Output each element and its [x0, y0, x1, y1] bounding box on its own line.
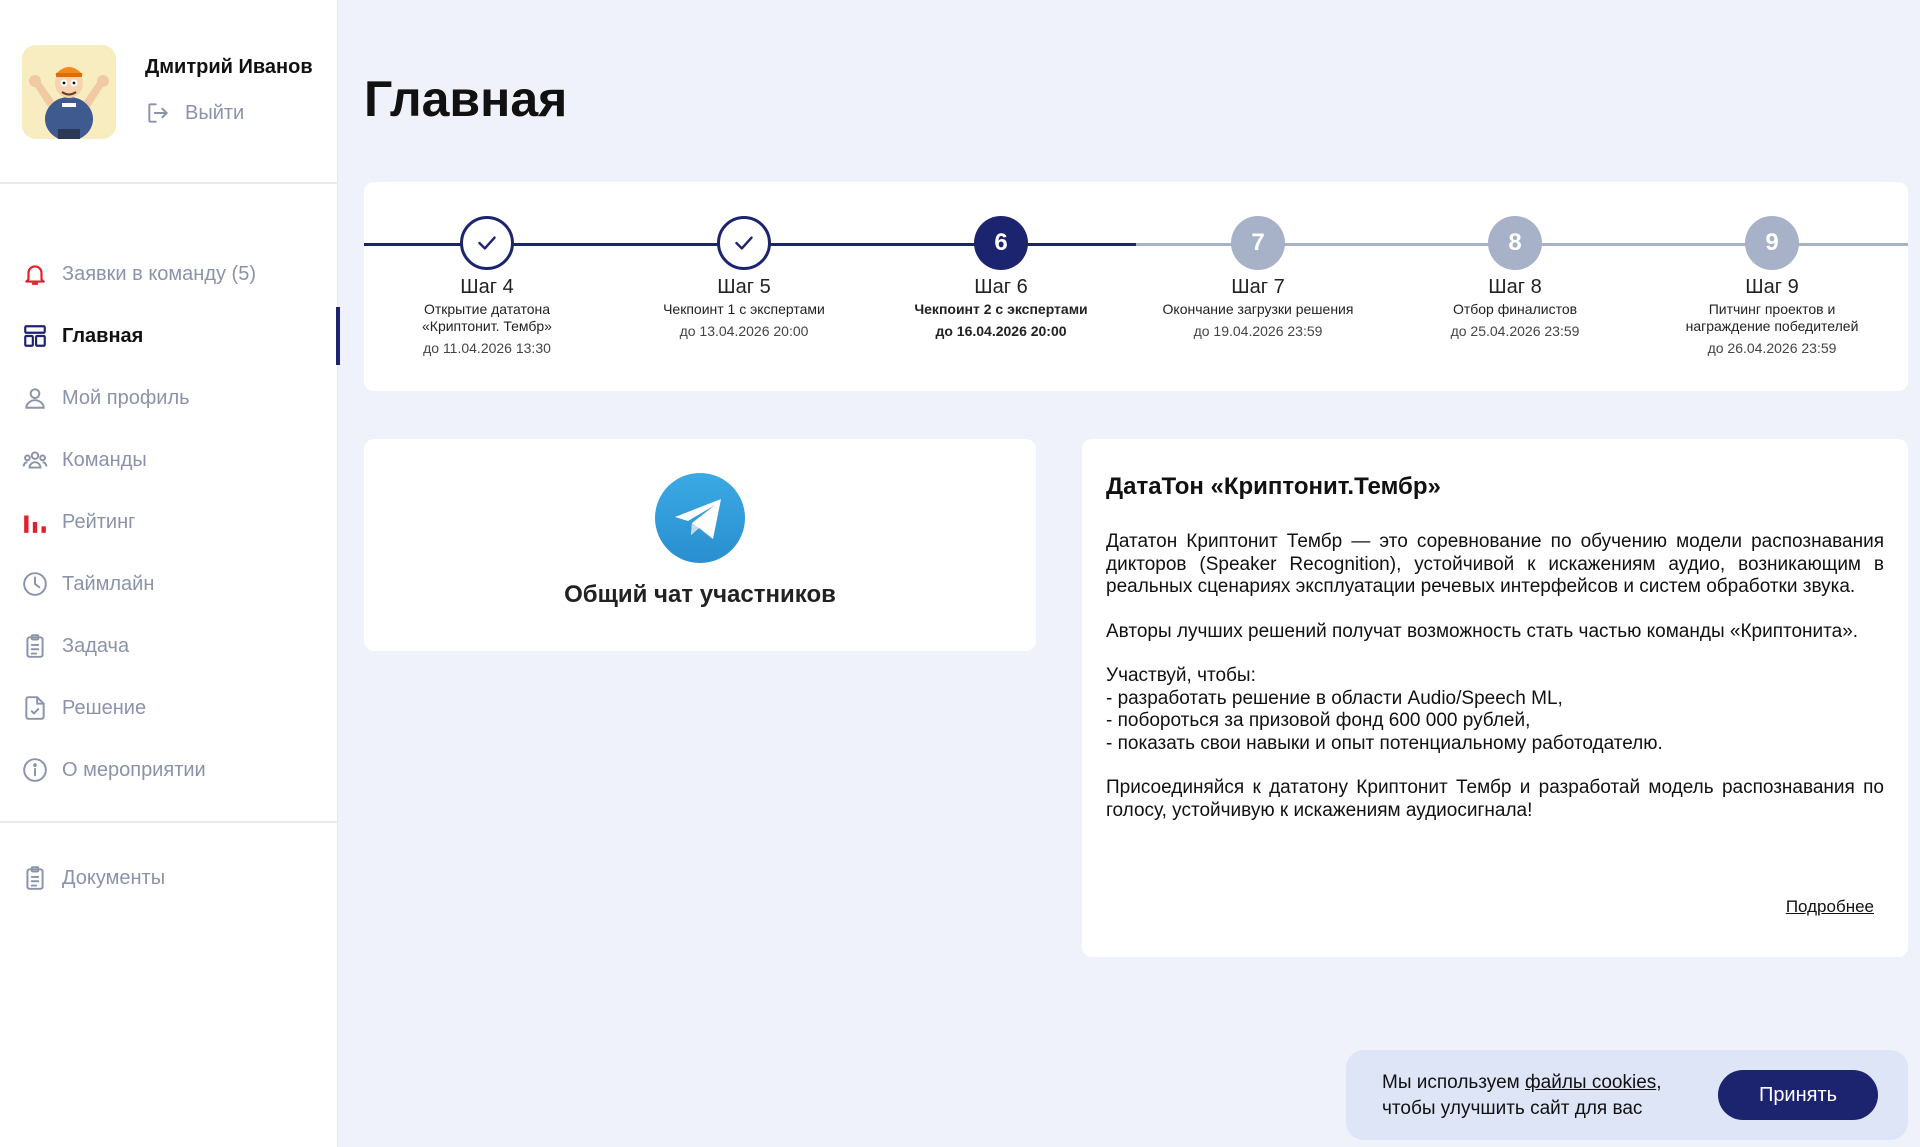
sidebar-item-label: Заявки в команду (5) — [62, 262, 257, 285]
step-5[interactable] — [614, 216, 874, 339]
step-description: Чекпоинт 2 с экспертами — [914, 301, 1088, 317]
step-title: Шаг 8 — [1488, 276, 1542, 298]
step-date: до 26.04.2026 23:59 — [1707, 340, 1837, 356]
logout-button[interactable] — [145, 100, 244, 126]
step-description: Открытие дататона «Криптонит. Тембр» — [422, 301, 552, 334]
step-title: Шаг 6 — [974, 276, 1028, 298]
sidebar-item-label: О мероприятии — [62, 758, 206, 781]
logout-label: Выйти — [185, 101, 245, 124]
cookie-banner — [1346, 1050, 1908, 1140]
page-title: Главная — [364, 71, 568, 127]
list-item: - побороться за призовой фонд 600 000 рублей, — [1106, 710, 1531, 731]
sidebar-item-teams[interactable] — [0, 429, 338, 491]
sidebar — [0, 0, 338, 1147]
step-date: до 13.04.2026 20:00 — [679, 323, 809, 339]
sidebar-item-label: Главная — [62, 324, 144, 347]
documents-icon — [22, 865, 48, 891]
step-circle: 9 — [1745, 216, 1799, 270]
event-description: Дататон Криптонит Тембр — это соревнование по обучению модели распознавания дикторов (Speaker Recognition), устойчивой к искажениям аудио, возникающим в реальных сценариях эксплуатации речевых интерфейсов и систем обработки звука. — [1106, 531, 1884, 597]
sidebar-docs-section — [0, 847, 338, 909]
step-title: Шаг 4 — [460, 276, 514, 298]
sidebar-item-label: Таймлайн — [62, 572, 155, 595]
step-circle: 6 — [974, 216, 1028, 270]
check-icon — [731, 230, 757, 256]
cookie-text — [1382, 1070, 1662, 1122]
sidebar-divider — [0, 821, 338, 823]
sidebar-item-rating[interactable] — [0, 491, 338, 553]
community-chat-card[interactable] — [364, 439, 1036, 651]
event-info-card — [1082, 439, 1908, 957]
avatar-character-icon — [22, 45, 116, 139]
step-circle — [717, 216, 771, 270]
check-icon — [474, 230, 500, 256]
step-circle — [460, 216, 514, 270]
info-icon — [22, 757, 48, 783]
step-6[interactable] — [871, 216, 1131, 339]
clock-icon — [22, 571, 48, 597]
sidebar-item-task[interactable] — [0, 615, 338, 677]
sidebar-item-documents[interactable] — [0, 847, 338, 909]
list-item: - показать свои навыки и опыт потенциальному работодателю. — [1106, 732, 1663, 754]
event-benefit: Авторы лучших решений получат возможность стать частью команды «Криптонита». — [1106, 620, 1859, 642]
step-date: до 25.04.2026 23:59 — [1450, 323, 1580, 339]
step-date: до 16.04.2026 20:00 — [935, 323, 1067, 339]
sidebar-item-label: Задача — [62, 634, 130, 657]
sidebar-item-label: Документы — [62, 866, 166, 889]
step-description: Отбор финалистов — [1452, 301, 1578, 317]
step-8[interactable] — [1385, 216, 1645, 339]
step-title: Шаг 7 — [1231, 276, 1285, 298]
telegram-icon — [655, 473, 745, 563]
more-link[interactable]: Подробнее — [1785, 897, 1874, 916]
sidebar-item-label: Решение — [62, 696, 147, 719]
step-date: до 19.04.2026 23:59 — [1193, 323, 1323, 339]
bar-chart-icon — [22, 509, 48, 535]
sidebar-item-timeline[interactable] — [0, 553, 338, 615]
community-chat-label: Общий чат участников — [564, 581, 836, 608]
cookie-text-comma: , — [1656, 1072, 1662, 1093]
event-title: ДатаТон «Криптонит.Тембр» — [1106, 473, 1441, 500]
profile-block — [0, 0, 338, 184]
cookie-text-start: Мы используем — [1382, 1072, 1525, 1093]
step-circle: 7 — [1231, 216, 1285, 270]
clipboard-icon — [22, 633, 48, 659]
file-check-icon — [22, 695, 48, 721]
accept-cookies-button[interactable]: Принять — [1718, 1070, 1878, 1120]
step-9[interactable] — [1642, 216, 1902, 356]
user-name: Дмитрий Иванов — [145, 56, 313, 78]
users-icon — [22, 447, 48, 473]
sidebar-item-label: Мой профиль — [62, 386, 190, 409]
step-4[interactable] — [364, 216, 617, 356]
sidebar-nav — [0, 243, 338, 801]
sidebar-item-team-requests[interactable] — [0, 243, 338, 305]
timeline-steps — [364, 182, 1908, 391]
step-date: до 11.04.2026 13:30 — [423, 340, 551, 356]
sidebar-item-solution[interactable] — [0, 677, 338, 739]
step-description: Чекпоинт 1 с экспертами — [663, 301, 825, 317]
list-item: - разработать решение в области Audio/Speech ML, — [1106, 687, 1563, 709]
sidebar-item-label: Рейтинг — [62, 510, 136, 533]
step-title: Шаг 9 — [1745, 276, 1799, 298]
step-title: Шаг 5 — [717, 276, 771, 298]
step-description: Окончание загрузки решения — [1162, 301, 1354, 317]
bell-icon — [22, 261, 48, 287]
logout-icon — [145, 100, 171, 126]
user-icon — [22, 385, 48, 411]
step-circle: 8 — [1488, 216, 1542, 270]
step-description: Питчинг проектов и награждение победителей — [1685, 301, 1859, 334]
cookie-policy-link[interactable]: файлы cookies — [1525, 1072, 1657, 1093]
sidebar-item-home[interactable] — [0, 305, 338, 367]
event-goals-intro: Участвуй, чтобы: — [1106, 665, 1256, 686]
event-goals-list — [1106, 665, 1884, 755]
avatar[interactable] — [22, 45, 116, 139]
dashboard-icon — [22, 323, 48, 349]
step-7[interactable] — [1128, 216, 1388, 339]
sidebar-item-label: Команды — [62, 448, 147, 471]
sidebar-item-about[interactable] — [0, 739, 338, 801]
cookie-text-line2: чтобы улучшить сайт для вас — [1382, 1098, 1643, 1119]
sidebar-item-profile[interactable] — [0, 367, 338, 429]
event-call-to-action: Присоединяйся к дататону Криптонит Тембр и разработай модель распознавания по голосу, устойчивую к искажениям аудиосигнала! — [1106, 777, 1884, 821]
